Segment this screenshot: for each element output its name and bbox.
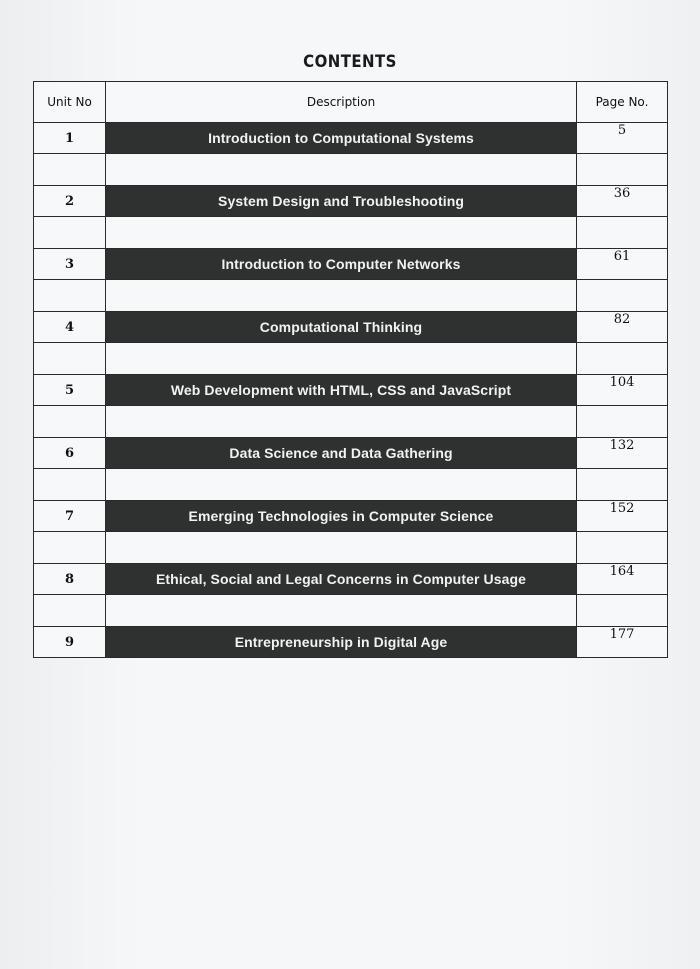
table-row <box>34 249 668 280</box>
spacer-row <box>34 154 668 186</box>
page-number: 82 <box>577 312 668 343</box>
spacer-row <box>34 532 668 564</box>
unit-number: 9 <box>34 627 106 658</box>
table-row <box>34 123 668 154</box>
contents-table <box>33 81 668 658</box>
unit-number: 1 <box>34 123 106 154</box>
spacer-row <box>34 280 668 312</box>
unit-title: Computational Thinking <box>106 312 577 343</box>
unit-title: Data Science and Data Gathering <box>106 438 577 469</box>
unit-number: 6 <box>34 438 106 469</box>
page-number: 164 <box>577 564 668 595</box>
table-row <box>34 375 668 406</box>
unit-number: 3 <box>34 249 106 280</box>
page-number: 104 <box>577 375 668 406</box>
table-row <box>34 627 668 658</box>
unit-title: Ethical, Social and Legal Concerns in Computer Usage <box>106 564 577 595</box>
unit-number: 5 <box>34 375 106 406</box>
table-row <box>34 501 668 532</box>
unit-title: Emerging Technologies in Computer Science <box>106 501 577 532</box>
header-row <box>34 82 668 123</box>
spacer-row <box>34 595 668 627</box>
table-row <box>34 186 668 217</box>
page-number: 177 <box>577 627 668 658</box>
spacer-row <box>34 406 668 438</box>
spacer-row <box>34 343 668 375</box>
unit-title: Introduction to Computational Systems <box>106 123 577 154</box>
unit-number: 2 <box>34 186 106 217</box>
unit-title: Web Development with HTML, CSS and JavaScript <box>106 375 577 406</box>
page-number: 5 <box>577 123 668 154</box>
unit-title: System Design and Troubleshooting <box>106 186 577 217</box>
unit-number: 7 <box>34 501 106 532</box>
unit-title: Introduction to Computer Networks <box>106 249 577 280</box>
spacer-row <box>34 469 668 501</box>
unit-number: 8 <box>34 564 106 595</box>
table-row <box>34 312 668 343</box>
description-header: Description <box>106 82 577 123</box>
unit-number: 4 <box>34 312 106 343</box>
page-number: 132 <box>577 438 668 469</box>
unit-title: Entrepreneurship in Digital Age <box>106 627 577 658</box>
page-no-header: Page No. <box>577 82 668 123</box>
page-number: 61 <box>577 249 668 280</box>
page-number: 152 <box>577 501 668 532</box>
page-title: CONTENTS <box>303 52 397 72</box>
unit-no-header: Unit No <box>34 82 106 123</box>
page-number: 36 <box>577 186 668 217</box>
spacer-row <box>34 217 668 249</box>
table-row <box>34 564 668 595</box>
table-row <box>34 438 668 469</box>
